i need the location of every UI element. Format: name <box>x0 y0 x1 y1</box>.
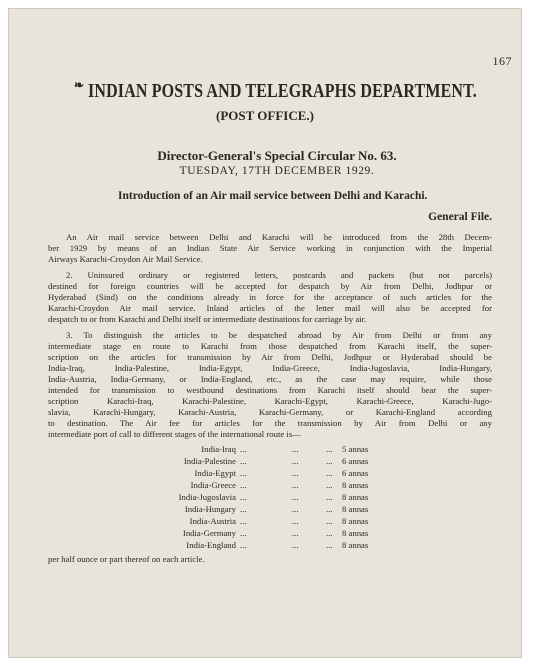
section-heading: Introduction of an Air mail service between Delhi and Karachi. <box>118 190 428 202</box>
leader-dots: ... <box>292 504 299 514</box>
circular-page <box>8 8 522 658</box>
leader-dots: ... <box>326 456 333 466</box>
text-line: destined for foreign countries will be accepted for despatch by Air from Delhi, Jodhpur or <box>48 281 492 291</box>
fee-row <box>8 540 522 551</box>
leader-dots: ... <box>326 540 333 550</box>
leader-dots: ... <box>326 516 333 526</box>
text-line: India-Iraq, India-Palestine, India-Egypt, India-Greece, India-Jugoslavia, India-Hungary, <box>48 363 492 373</box>
text-line: 2. Uninsured ordinary or registered letters, postcards and packets (but not parcels) <box>66 270 492 280</box>
fee-route: India-Hungary <box>184 504 236 514</box>
leader-dots: ... <box>292 444 299 454</box>
fee-row <box>8 444 522 455</box>
text-line: scription Karachi-Iraq, Karachi-Palestine, Karachi-Egypt, Karachi-Greece, Karachi-Jugo- <box>48 396 492 406</box>
leader-dots: ... <box>326 468 333 478</box>
text-line: intended for transmission to westbound destinations from Karachi itself should bear the super- <box>48 385 492 395</box>
fee-route: India-Austria <box>189 516 236 526</box>
leader-dots: ... <box>240 528 247 538</box>
fee-route: India-Iraq <box>201 444 236 454</box>
leader-dots: ... <box>326 492 333 502</box>
text-line: India-Austria, India-Germany, or India-England, etc., as the case may require, while those <box>48 374 492 384</box>
fee-route: India-Jugoslavia <box>178 492 236 502</box>
fee-rate: 8 annas <box>342 480 369 490</box>
text-line: intermediate port of call to different stages of the international route is— <box>48 429 301 439</box>
fee-row <box>8 480 522 491</box>
footer-note: per half ounce or part thereof on each article. <box>48 554 205 564</box>
leader-dots: ... <box>292 528 299 538</box>
leader-dots: ... <box>326 528 333 538</box>
text-line: ber 1929 by means of an Indian State Air Service working in conjunction with the Imperial <box>48 243 492 253</box>
leader-dots: ... <box>292 492 299 502</box>
fee-route: India-Palestine <box>183 456 236 466</box>
leader-dots: ... <box>240 540 247 550</box>
fee-route: India-Egypt <box>194 468 236 478</box>
text-line: Airways Karachi-Croydon Air Mail Service. <box>48 254 203 264</box>
leader-dots: ... <box>326 480 333 490</box>
leader-dots: ... <box>240 456 247 466</box>
text-line: scription on the articles for transmission by Air from Delhi, Jodhpur or Hyderabad should be <box>48 352 492 362</box>
fee-rate: 6 annas <box>342 468 369 478</box>
fee-route: India-Greece <box>190 480 236 490</box>
fee-rate: 5 annas <box>342 444 369 454</box>
file-label: General File. <box>428 211 492 223</box>
leader-dots: ... <box>240 468 247 478</box>
fee-rate: 8 annas <box>342 528 369 538</box>
fee-rate: 8 annas <box>342 504 369 514</box>
text-line: slavia, Karachi-Hungary, Karachi-Austria, Karachi-Germany, or Karachi-England according <box>48 407 492 417</box>
text-line: intermediate stage en route to Karachi from those despatched from Karachi itself, the super- <box>48 341 492 351</box>
fee-row <box>8 504 522 515</box>
leader-dots: ... <box>240 480 247 490</box>
leader-dots: ... <box>292 468 299 478</box>
fee-row <box>8 516 522 527</box>
header-ornament: ❧ <box>74 78 85 92</box>
fee-row <box>8 456 522 467</box>
leader-dots: ... <box>326 444 333 454</box>
text-line: to destination. The Air fee for articles for the transmission by Air from Delhi or any <box>48 418 492 428</box>
text-line: 3. To distinguish the articles to be despatched abroad by Air from Delhi or from any <box>66 330 492 340</box>
text-line: Hyderabad (Sind) on the conditions already in force for the acceptance of such articles for the <box>48 292 492 302</box>
page-number: 167 <box>492 54 512 68</box>
leader-dots: ... <box>240 516 247 526</box>
leader-dots: ... <box>240 444 247 454</box>
text-line: Karachi-Croydon Air mail service. Inland articles of the letter mail will also be accepted for <box>48 303 492 313</box>
leader-dots: ... <box>292 480 299 490</box>
text-line: An Air mail service between Delhi and Karachi will be introduced from the 28th Decem- <box>66 232 492 242</box>
fee-rate: 8 annas <box>342 492 369 502</box>
fee-route: India-Germany <box>182 528 236 538</box>
fee-row <box>8 492 522 503</box>
department-title: INDIAN POSTS AND TELEGRAPHS DEPARTMENT. <box>88 80 477 102</box>
leader-dots: ... <box>326 504 333 514</box>
fee-rate: 6 annas <box>342 456 369 466</box>
fee-route: India-England <box>186 540 236 550</box>
text-line: despatch to or from Karachi and Delhi itself or intermediate destinations for carriage by air. <box>48 314 367 324</box>
fee-row <box>8 468 522 479</box>
leader-dots: ... <box>292 456 299 466</box>
leader-dots: ... <box>292 540 299 550</box>
leader-dots: ... <box>292 516 299 526</box>
department-subtitle: (POST OFFICE.) <box>216 108 314 123</box>
circular-date: TUESDAY, 17TH DECEMBER 1929. <box>179 165 375 177</box>
fee-rate: 8 annas <box>342 516 369 526</box>
fee-row <box>8 528 522 539</box>
leader-dots: ... <box>240 504 247 514</box>
leader-dots: ... <box>240 492 247 502</box>
fee-rate: 8 annas <box>342 540 369 550</box>
circular-title: Director-General's Special Circular No. 63. <box>157 148 397 163</box>
